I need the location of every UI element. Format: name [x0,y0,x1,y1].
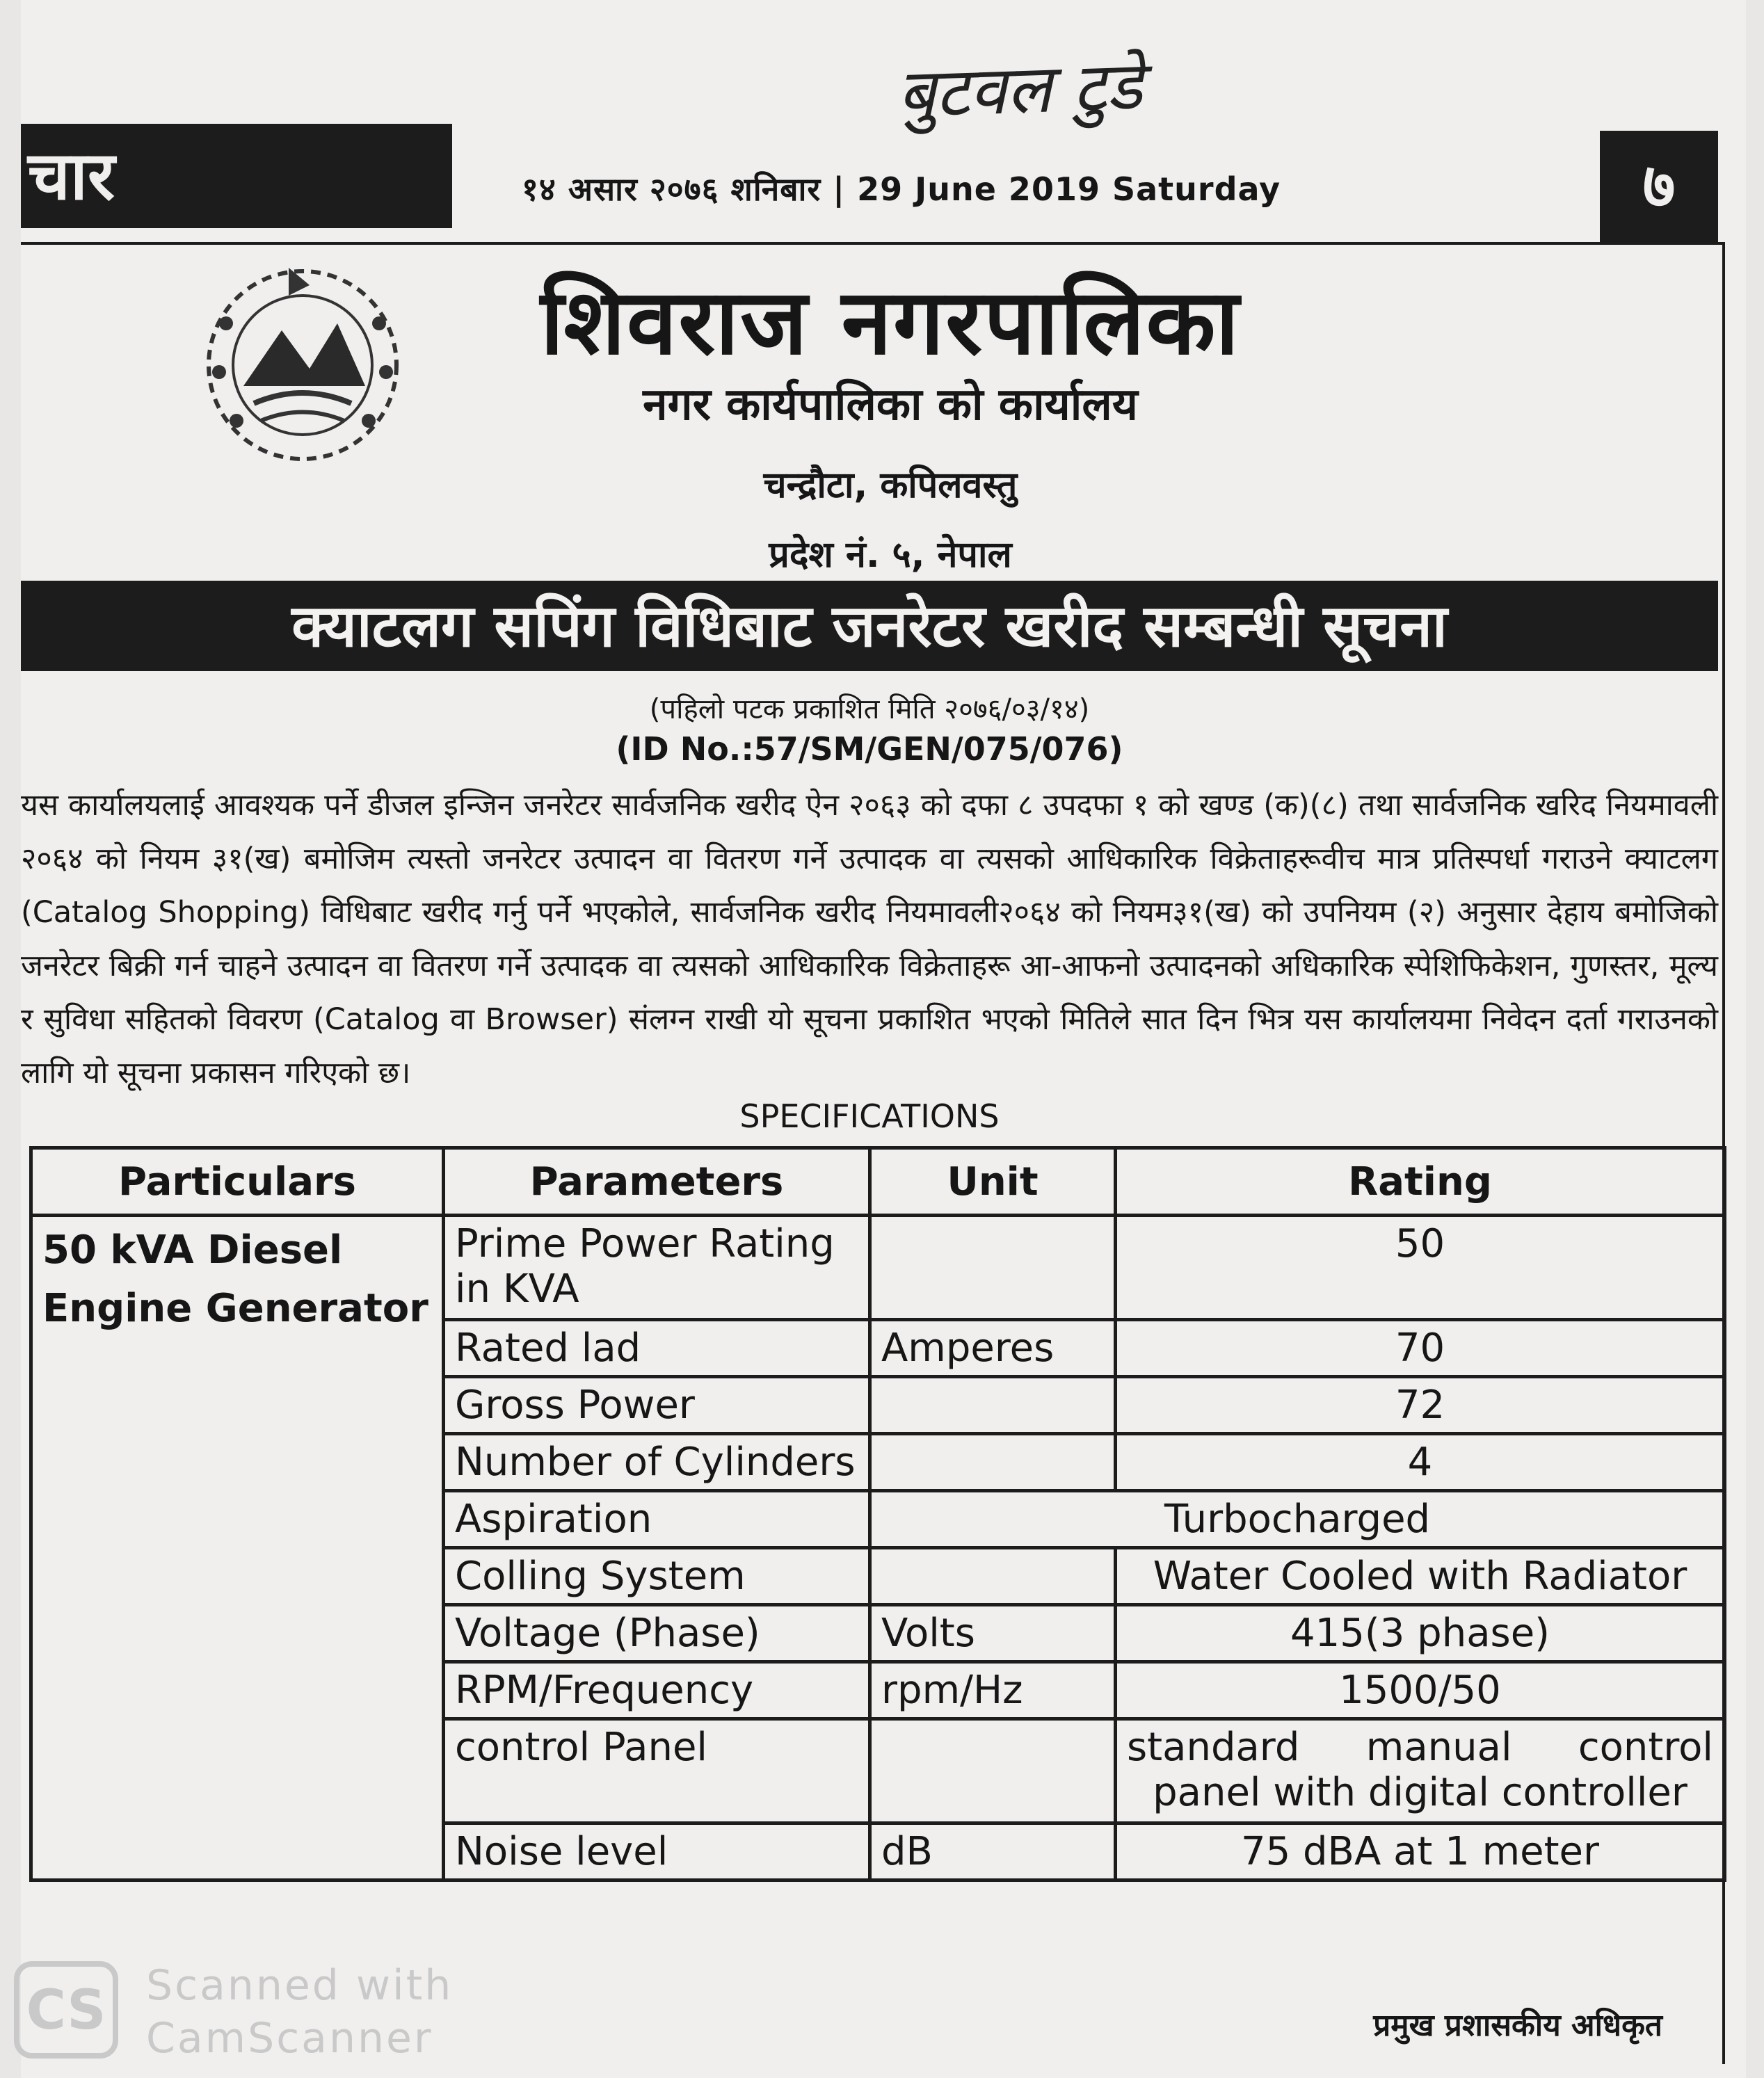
table-header-row [31,1148,1725,1216]
parameter-cell: Noise level [444,1823,870,1880]
header-unit: Unit [870,1148,1116,1216]
header-parameters: Parameters [444,1148,870,1216]
rating-cell: Water Cooled with Radiator [1116,1548,1725,1605]
newspaper-page [21,0,1746,2078]
unit-cell [870,1377,1116,1434]
rating-cell: 1500/50 [1116,1662,1725,1719]
rating-cell: 75 dBA at 1 meter [1116,1823,1725,1880]
unit-cell: dB [870,1823,1116,1880]
office-name: नगर कार्यपालिका को कार्यालय [643,379,1138,430]
header-particulars: Particulars [31,1148,444,1216]
published-date: (पहिलो पटक प्रकाशित मिति २०७६/०३/१४) [649,693,1090,725]
date-line: १४ असार २०७६ शनिबार | 29 June 2019 Saturday [522,170,1281,208]
rating-cell: standard manual control panel with digital controller [1116,1719,1725,1823]
page-header [21,124,1718,249]
particular-cell: 50 kVA Diesel Engine Generator [31,1216,444,1880]
notice-id: (ID No.:57/SM/GEN/075/076) [616,730,1123,768]
notice-body: यस कार्यालयलाई आवश्यक पर्ने डीजल इन्जिन जनरेटर सार्वजनिक खरीद ऐन २०६३ को दफा ८ उपदफा १ को खण्ड (क)(८) तथा सार्वजनिक खरिद नियमावली २०६४ को नियम ३१(ख) बमोजिम त्यस्तो जनरेटर उत्पादन वा वितरण गर्ने उत्पादक वा त्यसको आधिकारिक विक्रेताहरूवीच मात्र प्रतिस्पर्धा गराउने क्याटलग (Catalog Shopping) विधिबाट खरीद गर्नु पर्ने भएकोले, सार्वजनिक खरीद नियमावली२०६४ को नियम३१(ख) को उपनियम (२) अनुसार देहाय बमोजिको जनरेटर बिक्री गर्न चाहने उत्पादन वा वितरण गर्ने उत्पादक वा त्यसको आधिकारिक विक्रेताहरू आ-आफनो उत्पादनको अधिकारिक स्पेशिफिकेशन, गुणस्तर, मूल्य र सुविधा सहितको विवरण (Catalog वा Browser) संलग्न राखी यो सूचना प्रकाशित भएको मितिले सात दिन भित्र यस कार्यालयमा निवेदन दर्ता गराउनको लागि यो सूचना प्रकासन गरिएको छ। [21,788,1718,1090]
nepal-emblem-icon [177,247,428,476]
unit-cell: Volts [870,1605,1116,1662]
rating-cell: 4 [1116,1434,1725,1491]
unit-cell: Amperes [870,1320,1116,1377]
watermark-line-2: CamScanner [146,2014,433,2063]
parameter-cell: RPM/Frequency [444,1662,870,1719]
watermark-line-1: Scanned with [146,1961,454,2010]
municipality-name: शिवराज नगरपालिका [540,269,1241,375]
rating-cell: Turbocharged [870,1491,1725,1548]
parameter-cell: Prime Power Rating in KVA [444,1216,870,1320]
specifications-table [29,1146,1726,1882]
parameter-cell: Rated lad [444,1320,870,1377]
parameter-cell: Voltage (Phase) [444,1605,870,1662]
parameter-cell: control Panel [444,1719,870,1823]
parameter-cell: Gross Power [444,1377,870,1434]
section-label: चार [21,124,452,228]
unit-cell [870,1216,1116,1320]
camscanner-watermark [14,1954,459,2072]
address-line-1: चन्द्रौटा, कपिलवस्तु [763,465,1018,506]
unit-cell [870,1719,1116,1823]
header-rating: Rating [1116,1148,1725,1216]
unit-cell [870,1434,1116,1491]
rating-cell: 72 [1116,1377,1725,1434]
handwritten-note: बुटवल टुडे [896,46,1144,134]
notice-title: क्याटलग सपिंग विधिबाट जनरेटर खरीद सम्बन्धी सूचना [21,581,1718,671]
unit-cell: rpm/Hz [870,1662,1116,1719]
address-line-2: प्रदेश नं. ५, नेपाल [769,534,1012,576]
page-number: ७ [1600,131,1718,242]
signature-title: प्रमुख प्रशासकीय अधिकृत [1373,2008,1662,2043]
parameter-cell: Number of Cylinders [444,1434,870,1491]
table-row [31,1216,1725,1320]
parameter-cell: Aspiration [444,1491,870,1548]
specs-heading: SPECIFICATIONS [739,1097,1000,1135]
unit-cell [870,1548,1116,1605]
rating-cell: 415(3 phase) [1116,1605,1725,1662]
rating-cell: 50 [1116,1216,1725,1320]
rating-cell: 70 [1116,1320,1725,1377]
camscanner-logo-icon: CS [14,1961,118,2059]
parameter-cell: Colling System [444,1548,870,1605]
